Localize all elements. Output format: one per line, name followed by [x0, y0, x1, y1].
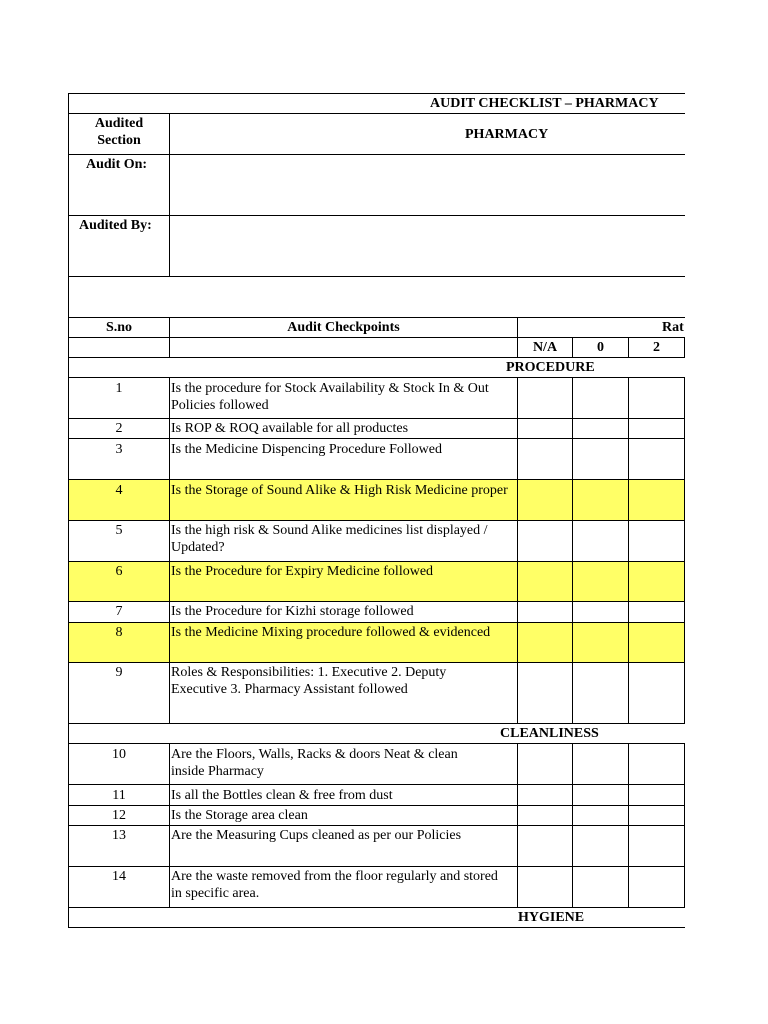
- row-checkpoint-text: Is the procedure for Stock Availability & Stock In & Out Policies followed: [171, 381, 489, 413]
- row-checkpoint-text: Is ROP & ROQ available for all productes: [171, 421, 409, 436]
- row-number: 14: [112, 869, 126, 884]
- row-number: 13: [112, 828, 126, 843]
- row-checkpoint-text: Roles & Responsibilities: 1. Executive 2. Deputy Executive 3. Pharmacy Assistant followed: [171, 665, 447, 697]
- audited-section-value: PHARMACY: [465, 127, 549, 142]
- col-checkpoints-header: Audit Checkpoints: [287, 320, 400, 335]
- row-number: 2: [115, 421, 123, 436]
- checklist-title: AUDIT CHECKLIST – PHARMACY: [430, 96, 659, 111]
- col-rating-header: Rat: [662, 320, 684, 335]
- row-checkpoint-text: Is the Storage area clean: [171, 808, 308, 823]
- row-checkpoint-text: Is the Procedure for Expiry Medicine followed: [171, 564, 434, 579]
- col-sno-header: S.no: [105, 320, 133, 335]
- col-two-header: 2: [653, 340, 660, 355]
- row-number: 6: [115, 564, 123, 579]
- row-number: 8: [115, 625, 123, 640]
- row-number: 1: [115, 381, 123, 396]
- section-cleanliness: CLEANLINESS: [500, 726, 599, 741]
- section-procedure: PROCEDURE: [506, 360, 595, 375]
- row-number: 11: [112, 788, 126, 803]
- section-hygiene: HYGIENE: [518, 910, 585, 925]
- row-number: 9: [115, 665, 123, 680]
- audited-section-label: Audited Section: [94, 116, 144, 148]
- row-checkpoint-text: Is the Procedure for Kizhi storage followed: [171, 604, 414, 619]
- row-checkpoint-text: Is the Storage of Sound Alike & High Risk Medicine proper: [171, 483, 508, 498]
- audit-on-label: Audit On:: [86, 157, 148, 172]
- row-number: 7: [115, 604, 123, 619]
- row-number: 10: [112, 747, 126, 762]
- row-number: 5: [115, 523, 123, 538]
- row-checkpoint-text: Are the Measuring Cups cleaned as per our Policies: [171, 828, 462, 843]
- row-number: 4: [115, 483, 123, 498]
- audited-by-label: Audited By:: [79, 218, 152, 233]
- row-number: 12: [112, 808, 126, 823]
- row-number: 3: [115, 442, 123, 457]
- col-zero-header: 0: [597, 340, 604, 355]
- row-checkpoint-text: Is the Medicine Dispencing Procedure Followed: [171, 442, 442, 457]
- row-checkpoint-text: Is the Medicine Mixing procedure followed & evidenced: [171, 625, 491, 640]
- row-checkpoint-text: Are the Floors, Walls, Racks & doors Neat & clean inside Pharmacy: [171, 747, 458, 779]
- col-na-header: N/A: [532, 340, 558, 355]
- row-checkpoint-text: Is all the Bottles clean & free from dust: [171, 788, 393, 803]
- row-checkpoint-text: Are the waste removed from the floor regularly and stored in specific area.: [171, 869, 498, 901]
- row-checkpoint-text: Is the high risk & Sound Alike medicines list displayed / Updated?: [171, 523, 488, 555]
